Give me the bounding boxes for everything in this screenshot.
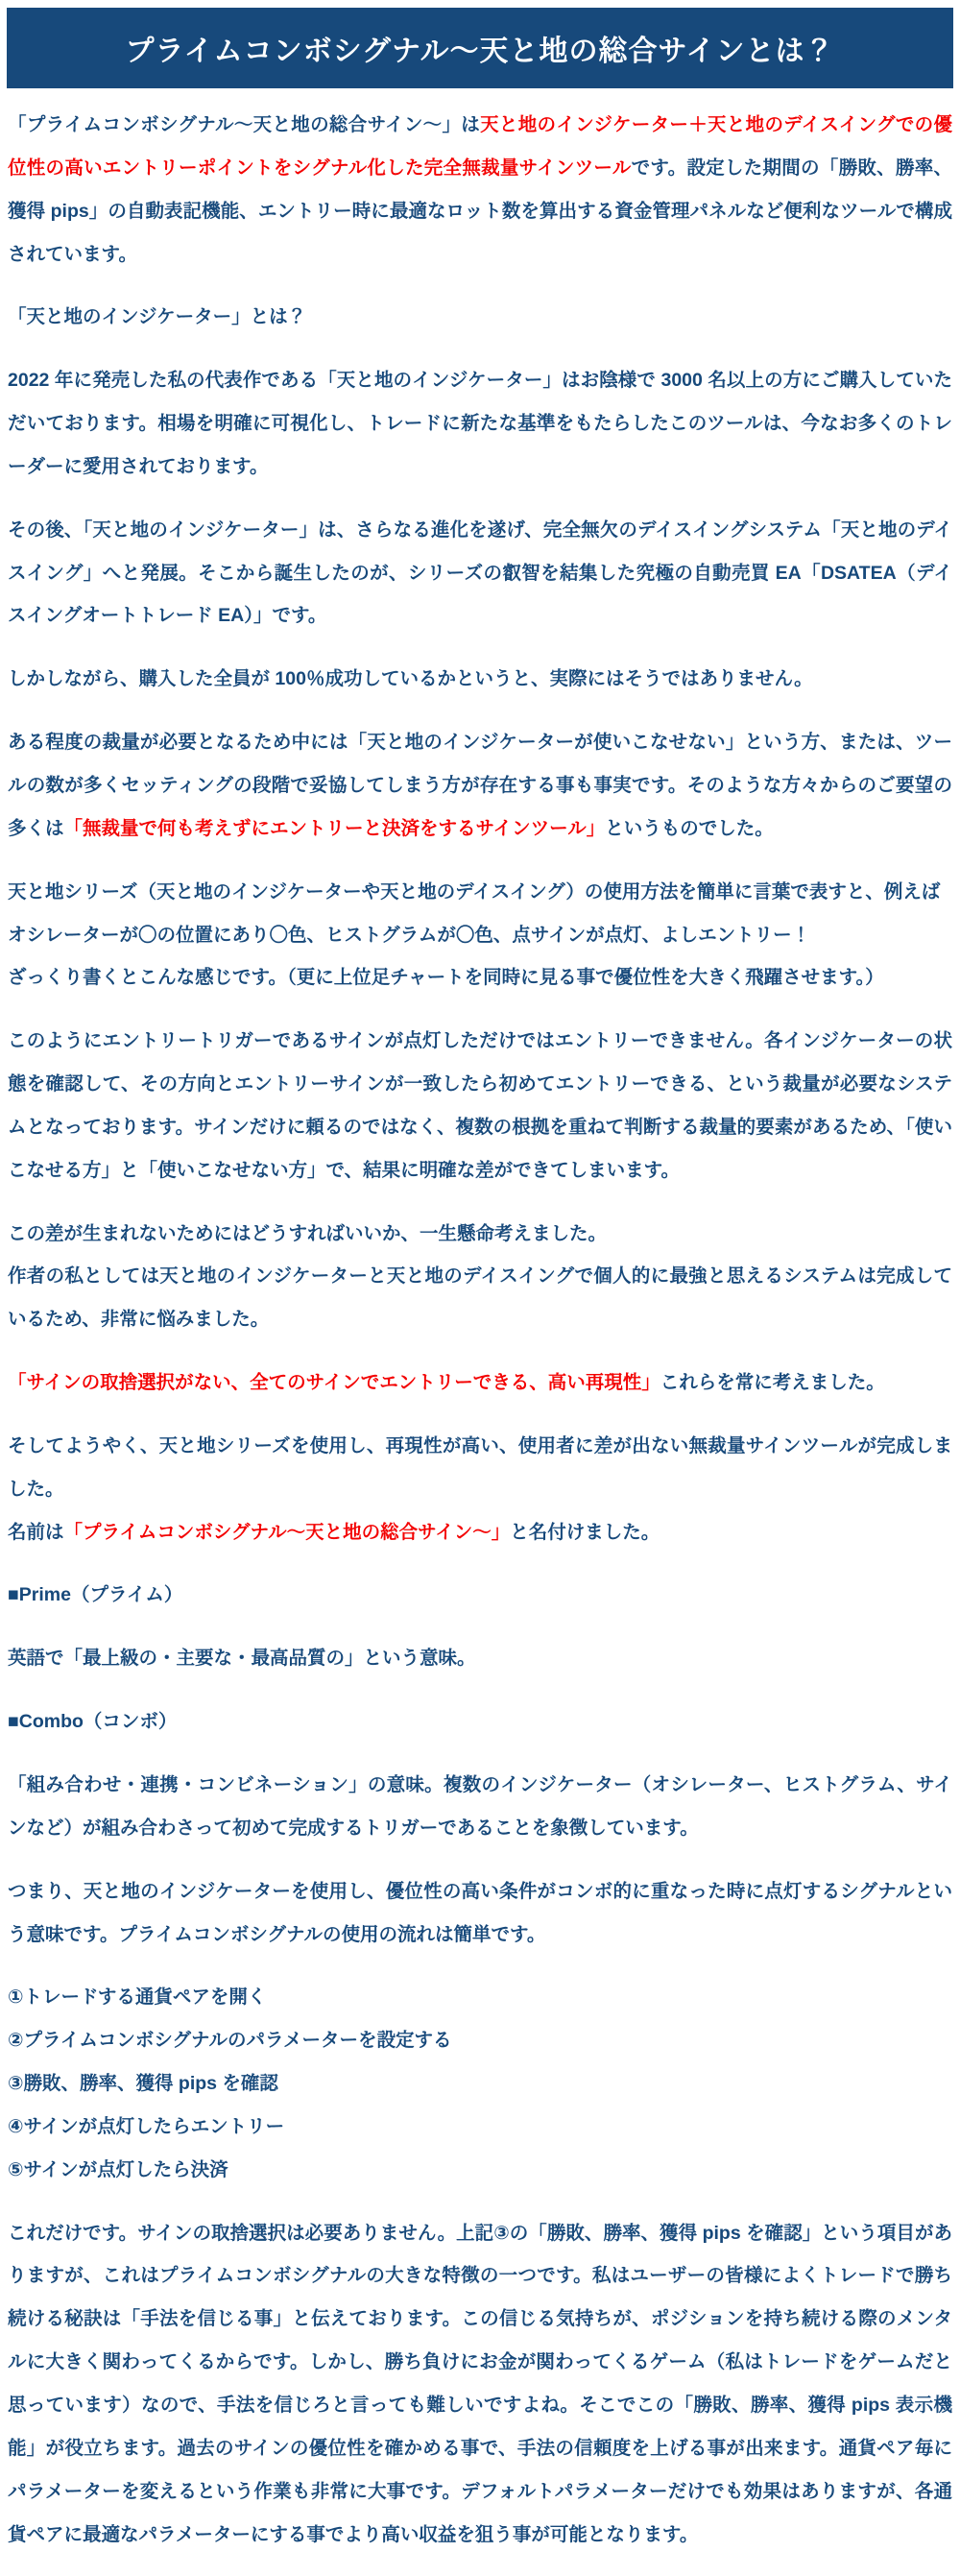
paragraph-not-all-success [8,658,952,701]
body-text: ④サインが点灯したらエントリー [8,2115,285,2137]
text-line [8,1361,952,1405]
text-line [8,1255,952,1341]
text-line [8,359,952,489]
list-item [8,2019,952,2062]
paragraph-combo-meaning [8,1764,952,1850]
paragraph-thinking [8,1213,952,1342]
body-text: ①トレードする通貨ペアを開く [8,1986,267,2009]
heading-prime [8,1574,952,1617]
body-text: ③勝敗、勝率、獲得 pips を確認 [8,2073,278,2095]
text-line [8,871,952,914]
body-text: ⑤サインが点灯したら決済 [8,2158,228,2180]
body-text: 名前は [8,1521,64,1543]
text-line [8,1700,952,1744]
intro-paragraph [8,104,952,276]
body-text: です。設定した期間の「勝敗、勝率、獲得 pips」の自動表記機能、エントリー時に最適なロット数を算出する資金管理パネルなど便利なツールで構成されています。 [8,156,952,265]
body-text: オシレーターが〇の位置にあり〇色、ヒストグラムが〇色、点サインが点灯、よしエントリー！ [8,924,811,946]
paragraph-sign-trigger [8,1020,952,1192]
body-text: ■Prime（プライム） [8,1584,183,1606]
usage-example [8,871,952,1000]
body-text: ある程度の裁量が必要となるため中には「天と地のインジケーターが使いこなせない」という方、または、ツールの数が多くセッティングの段階で妥協してしまう方が存在する事も事実です。そのような方々からのご要望の多くは [8,732,952,839]
body-text: 「組み合わせ・連携・コンビネーション」の意味。複数のインジケーター（オシレーター、ヒストグラム、サインなど）が組み合わさって初めて完成するトリガーであることを象徴しています。 [8,1774,952,1839]
highlight-text: 天と地のインジケーター＋天と地のデイスイングでの優位性の高いエントリーポイントをシグナル化した完全無裁量サインツール [8,114,952,179]
body-text: そしてようやく、天と地シリーズを使用し、再現性が高い、使用者に差が出ない無裁量サインツールが完成しました。 [8,1434,952,1500]
text-line [8,296,952,339]
paragraph-summary [8,1870,952,1957]
text-line [8,2212,952,2557]
text-line [8,721,952,851]
body-text: 英語で「最上級の・主要な・最高品質の」という意味。 [8,1648,476,1670]
body-text: 天と地シリーズ（天と地のインジケーターや天と地のデイスイング）の使用方法を簡単に言葉で表すと、例えば [8,880,941,903]
text-line [8,658,952,701]
body-text: 作者の私としては天と地のインジケーターと天と地のデイスイングで個人的に最強と思えるシステムは完成しているため、非常に悩みました。 [8,1265,952,1331]
paragraph-evolution [8,509,952,638]
title-banner [7,8,953,88]
body-text: ざっくり書くとこんな感じです。（更に上位足チャートを同時に見る事で優位性を大きく飛躍させます。） [8,967,884,989]
highlight-text: 「サインの取捨選択がない、全てのサインでエントリーできる、高い再現性」 [8,1372,660,1394]
text-line [8,956,952,999]
closing-paragraph [8,2212,952,2557]
text-line [8,1870,952,1957]
body-text: その後、「天と地のインジケーター」は、さらなる進化を遂げ、完全無欠のデイスイングシステム「天と地のデイスイング」へと発展。そこから誕生したのが、シリーズの叡智を結集した究極の自動売買 EA「DSATEA（デイスイングオートトレード EA）」です。 [8,518,952,627]
section-question-heading [8,296,952,339]
paragraph-user-requests [8,721,952,851]
body-text: このようにエントリートリガーであるサインが点灯しただけではエントリーできません。各インジケーターの状態を確認して、その方向とエントリーサインが一致したら初めてエントリーできる、という裁量が必要なシステムとなっております。サインだけに頼るのではなく、複数の根拠を重ねて判断する裁量的要素があるため、「使いこなせる方」と「使いこなせない方」で、結果に明確な差ができてしまいます。 [8,1030,952,1181]
body-text: これらを常に考えました。 [660,1372,885,1394]
body-text: ②プライムコンボシグナルのパラメーターを設定する [8,2030,452,2052]
text-line [8,104,952,276]
body-text: ■Combo（コンボ） [8,1711,178,1733]
list-item [8,2062,952,2106]
text-line [8,1213,952,1256]
list-item [8,1976,952,2019]
highlight-text: 「プライムコンボシグナル～天と地の総合サイン～」 [63,1521,511,1543]
paragraph-prime-meaning [8,1637,952,1680]
text-line [8,1637,952,1680]
text-line [8,1020,952,1192]
paragraph-completion [8,1425,952,1554]
body-text: これだけです。サインの取捨選択は必要ありません。上記③の「勝敗、勝率、獲得 pips を確認」という項目がありますが、これはプライムコンボシグナルの大きな特徴の一つです。私はユーザーの皆様によくトレードで勝ち続ける秘訣は「手法を信じる事」と伝えております。この信じる気持ちが、ポジションを持ち続ける際のメンタルに大きく関わってくるからです。しかし、勝ち負けにお金が関わってくるゲーム（私はトレードをゲームだと思っています）なので、手法を信じろと言っても難しいですよね。そこでこの「勝敗、勝率、獲得 pips 表示機能」が役立ちます。過去のサインの優位性を確かめる事で、手法の信頼度を上げる事が出来ます。通貨ペア毎にパラメーターを変えるという作業も非常に大事です。デフォルトパラメーターだけでも効果はありますが、各通貨ペアに最適なパラメーターにする事でより高い収益を狙う事が可能となります。 [8,2222,952,2545]
body-text: しかしながら、購入した全員が 100％成功しているかというと、実際にはそうではありません。 [8,668,813,690]
body-text: 「天と地のインジケーター」とは？ [8,306,307,328]
highlight-text: 「無裁量で何も考えずにエントリーと決済をするサインツール」 [63,817,606,839]
paragraph-indicator-history [8,359,952,489]
text-line [8,914,952,957]
page-title: プライムコンボシグナル～天と地の総合サインとは？ [125,36,835,67]
text-line [8,1425,952,1511]
list-item [8,2106,952,2149]
text-line [8,509,952,638]
text-line [8,1511,952,1554]
heading-combo [8,1700,952,1744]
body-text: つまり、天と地のインジケーターを使用し、優位性の高い条件がコンボ的に重なった時に点灯するシグナルという意味です。プライムコンボシグナルの使用の流れは簡単です。 [8,1880,952,1945]
text-line [8,1574,952,1617]
body-text: 「プライムコンボシグナル～天と地の総合サイン～」は [8,114,481,135]
body-text: この差が生まれないためにはどうすればいいか、一生懸命考えました。 [8,1222,608,1244]
body-text: と名付けました。 [510,1521,660,1543]
steps-list [8,1976,952,2191]
body-text: 2022 年に発売した私の代表作である「天と地のインジケーター」はお陰様で 3000 名以上の方にご購入していただいております。相場を明確に可視化し、トレードに新たな基準をもたらしたこのツールは、今なお多くのトレーダーに愛用されております。 [8,370,952,477]
page [0,8,960,2556]
body-text: というものでした。 [605,817,774,839]
text-line [8,1764,952,1850]
paragraph-key-principles [8,1361,952,1405]
list-item [8,2149,952,2192]
document-body [8,104,952,2556]
